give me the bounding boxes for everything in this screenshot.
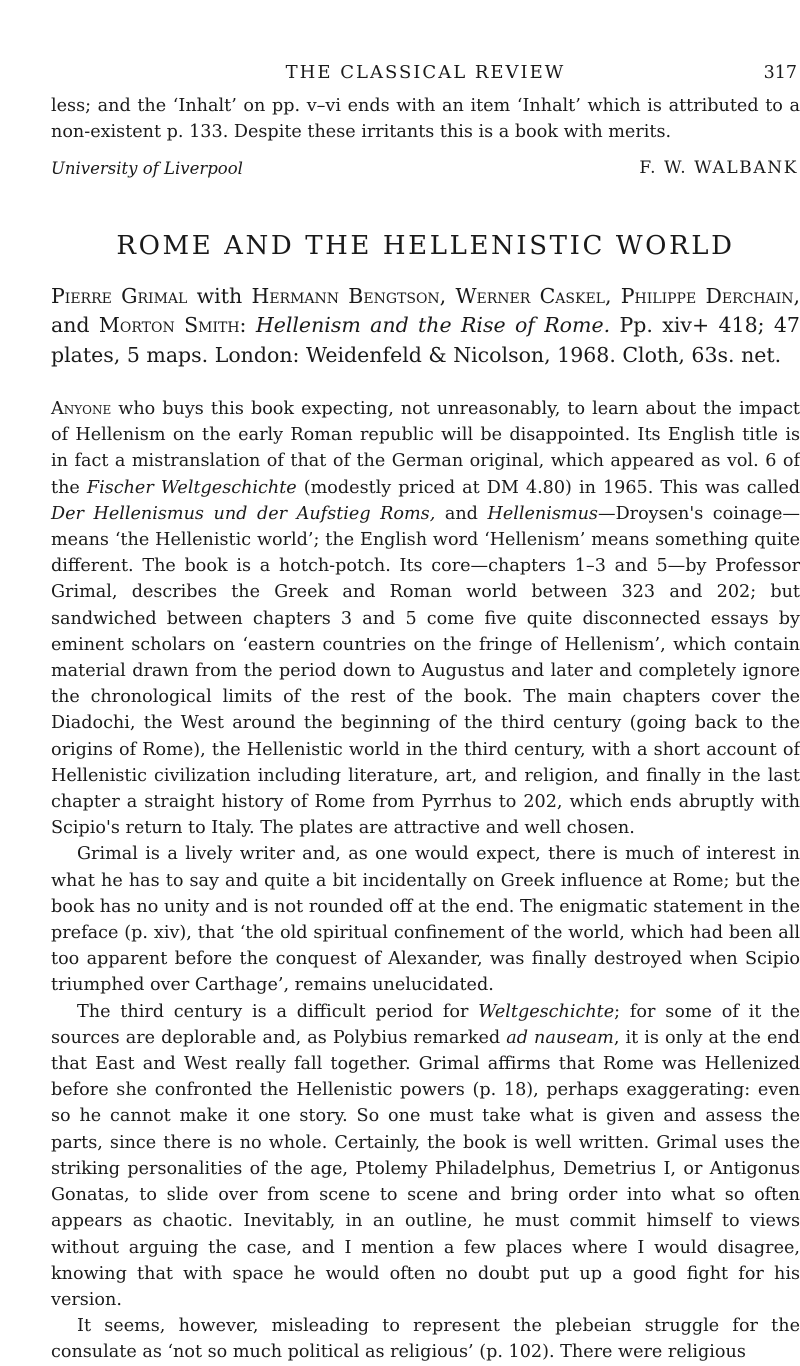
review-paragraph-2: Grimal is a lively writer and, as one would expect, there is much of interest in what he has to say and quite a bit incidentally on Greek influence at Rome; but the book has no unity and is not rounded off at the end. The enigmatic statement in the preface (p. xiv), that ‘the old spiritual confinement of the world, which had been all too apparent before the conquest of Alexander, was finally destroyed when Scipio triumphed over Carthage’, remains unelucidated. (51, 844, 800, 996)
citation-book-title: Hellenism and the Rise of Rome. (255, 313, 611, 338)
paragraph-text: —Droysen's coinage—means ‘the Hellenistic world’; the English word ‘Hellenism’ means something quite different. The book is a hotch-potch. Its core—chapters 1–3 and 5—by Professor Grimal, describes the Greek and Roman world between 323 and 202; but sandwiched between chapters 3 and 5 come five quite disconnected essays by eminent scholars on ‘eastern countries on the fringe of Hellenism’, which contain material drawn from the period down to Augustus and later and completely ignore the chronological limits of the rest of the book. The main chapters cover the Diadochi, the West around the beginning of the third century (going back to the origins of Rome), the Hellenistic world in the third century, with a short account of Hellenistic civilization including literature, art, and religion, and finally in the last chapter a straight history of Rome from Pyrrhus to 202, which ends abruptly with Scipio's return to Italy. The plates are attractive and well chosen. (51, 503, 800, 839)
paragraph-text: (modestly priced at DM 4.80) in 1965. This was called (296, 477, 800, 498)
italic-term: ad nauseam (506, 1027, 614, 1048)
paragraph-text: , it is only at the end that East and West really fall together. Grimal affirms that Rome was Hellenized before she confronted the Hellenistic powers (p. 18), perhaps exaggerating: even so he cannot make it one story. So one must take what is given and assess the parts, since there is no whole. Certainly, the book is well written. Grimal uses the striking personalities of the age, Ptolemy Philadelphus, Demetrius I, or Antigonus Gonatas, to slide over from scene to scene and bring order into what so often appears as chaotic. Inevitably, in an outline, he must commit himself to views without arguing the case, and I mention a few places where I would disagree, knowing that with space he would often no doubt put up a good fight for his version. (51, 1027, 800, 1310)
journal-title: THE CLASSICAL REVIEW (285, 62, 566, 83)
review-paragraph-3 (51, 999, 800, 1313)
review-body (51, 396, 800, 1366)
citation-details: Pp. xiv+ 418; 47 plates, 5 maps. London: Weidenfeld & Nicolson, 1968. Cloth, 63s. net. (51, 313, 800, 367)
reviewer-affiliation: University of Liverpool (51, 159, 243, 178)
previous-review-ending (51, 93, 800, 145)
previous-review-text: less; and the ‘Inhalt’ on pp. v–vi ends with an item ‘Inhalt’ which is attributed to a non-existent p. 133. Despite these irritants this is a book with merits. (51, 96, 800, 143)
previous-review-signature (51, 156, 800, 182)
review-paragraph-1 (51, 396, 800, 841)
book-citation (51, 282, 800, 370)
running-head (51, 60, 800, 90)
italic-term: Hellenismus (487, 503, 598, 524)
review-paragraph-4: It seems, however, misleading to represent the plebeian struggle for the consulate as ‘not so much political as religious’ (p. 102). There were religious (51, 1316, 800, 1363)
paragraph-text: The third century is a difficult period for (77, 1001, 479, 1022)
citation-with: with (187, 284, 252, 308)
page-number: 317 (763, 63, 797, 83)
citation-author: Pierre Grimal (51, 284, 188, 308)
review-title: ROME AND THE HELLENISTIC WORLD (116, 231, 735, 261)
paragraph-text: ; for some of it the sources are deplorable and, as Polybius remarked (51, 1001, 800, 1048)
citation-and: and (51, 313, 99, 338)
paragraph-lead-word: Anyone (51, 399, 112, 419)
paragraph-text: and (435, 503, 488, 524)
citation-colon: : (239, 313, 256, 338)
italic-term: Weltgeschichte (478, 1001, 615, 1022)
paragraph-text: who buys this book expecting, not unreasonably, to learn about the impact of Hellenism on the early Roman republic will be disappointed. Its English title is in fact a mistranslation of that of the German original, which appeared as vol. 6 of the (51, 399, 800, 498)
citation-coauthors: Hermann Bengtson, Werner Caskel, Philippe Derchain, (251, 284, 800, 308)
italic-title: Fischer Weltgeschichte (86, 477, 297, 498)
citation-coauthor-last: Morton Smith (98, 313, 240, 338)
italic-title: Der Hellenismus und der Aufstieg Roms, (51, 503, 436, 524)
reviewer-name: F. W. WALBANK (639, 158, 798, 178)
